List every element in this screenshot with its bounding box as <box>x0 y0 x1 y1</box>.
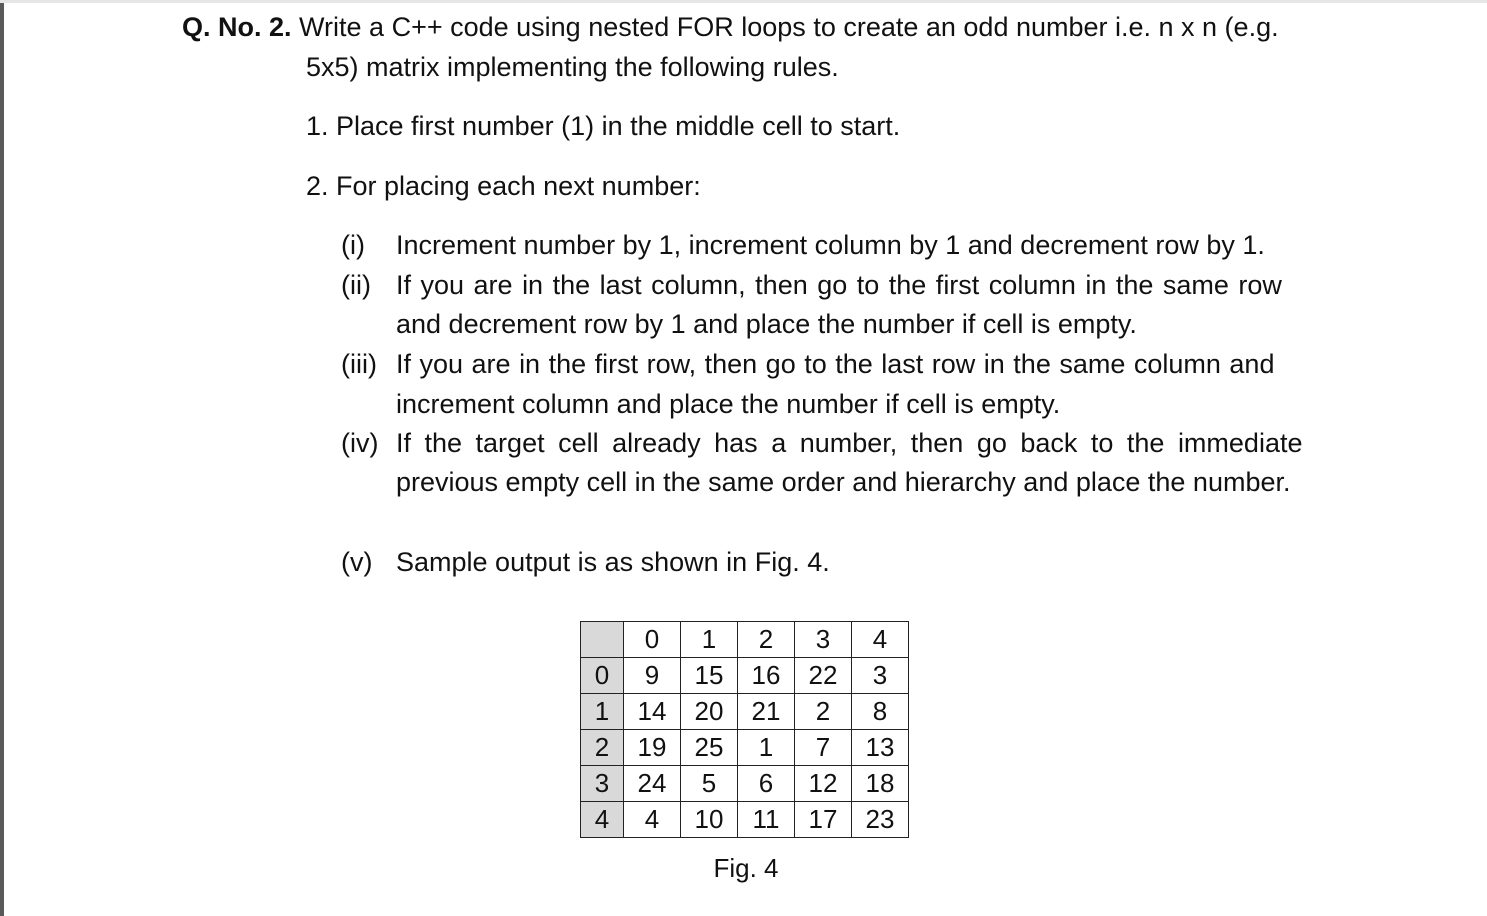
col-header: 0 <box>624 622 681 658</box>
subrule-iii-number: (iii) <box>341 349 377 379</box>
table-cell: 22 <box>795 658 852 694</box>
table-cell: 25 <box>681 730 738 766</box>
col-header: 4 <box>852 622 909 658</box>
subrule-iv-text-1: If the target cell already has a number, then go back to the immediate <box>396 428 1303 458</box>
table-row <box>581 730 909 766</box>
subrule-iii-text-1: If you are in the first row, then go to the last row in the same column and <box>396 349 1275 379</box>
corner-cell <box>581 622 624 658</box>
table-header-row <box>581 622 909 658</box>
rule-1: 1. Place first number (1) in the middle cell to start. <box>306 111 901 141</box>
col-header: 2 <box>738 622 795 658</box>
subrule-iv-number: (iv) <box>341 428 379 458</box>
table-cell: 10 <box>681 802 738 838</box>
subrule-i-number: (i) <box>341 230 365 260</box>
table-cell: 19 <box>624 730 681 766</box>
table-row <box>581 658 909 694</box>
subrule-ii-text-1: If you are in the last column, then go to the first column in the same row <box>396 270 1282 300</box>
top-border <box>0 0 1487 3</box>
table-cell: 4 <box>624 802 681 838</box>
row-header: 3 <box>581 766 624 802</box>
table-cell: 1 <box>738 730 795 766</box>
table-cell: 18 <box>852 766 909 802</box>
table-row <box>581 694 909 730</box>
question-text-1: Write a C++ code using nested FOR loops to create an odd number i.e. n x n (e.g. <box>299 12 1279 42</box>
table-cell: 12 <box>795 766 852 802</box>
col-header: 1 <box>681 622 738 658</box>
left-border <box>0 0 4 916</box>
row-header: 0 <box>581 658 624 694</box>
table-cell: 2 <box>795 694 852 730</box>
table-row <box>581 802 909 838</box>
table-cell: 11 <box>738 802 795 838</box>
question-line-2: 5x5) matrix implementing the following rules. <box>306 52 839 82</box>
row-header: 2 <box>581 730 624 766</box>
subrule-ii-number: (ii) <box>341 270 371 300</box>
table-cell: 9 <box>624 658 681 694</box>
figure-caption: Fig. 4 <box>713 853 779 883</box>
rule-2: 2. For placing each next number: <box>306 171 701 201</box>
subrule-v-text: Sample output is as shown in Fig. 4. <box>396 547 830 577</box>
sample-matrix-table <box>580 621 909 838</box>
table-cell: 7 <box>795 730 852 766</box>
col-header: 3 <box>795 622 852 658</box>
table-cell: 6 <box>738 766 795 802</box>
row-header: 1 <box>581 694 624 730</box>
table-row <box>581 766 909 802</box>
table-cell: 8 <box>852 694 909 730</box>
question-label: Q. No. 2. <box>182 12 292 42</box>
table-cell: 16 <box>738 658 795 694</box>
table-cell: 13 <box>852 730 909 766</box>
subrule-iv-text-2: previous empty cell in the same order and hierarchy and place the number. <box>396 467 1291 497</box>
table-cell: 20 <box>681 694 738 730</box>
subrule-ii-text-2: and decrement row by 1 and place the number if cell is empty. <box>396 309 1137 339</box>
table-cell: 24 <box>624 766 681 802</box>
row-header: 4 <box>581 802 624 838</box>
table-cell: 3 <box>852 658 909 694</box>
table-cell: 23 <box>852 802 909 838</box>
table-cell: 14 <box>624 694 681 730</box>
question-line-1 <box>182 11 1279 43</box>
table-cell: 17 <box>795 802 852 838</box>
subrule-i-text: Increment number by 1, increment column by 1 and decrement row by 1. <box>396 230 1265 260</box>
subrule-iii-text-2: increment column and place the number if cell is empty. <box>396 389 1061 419</box>
table-cell: 21 <box>738 694 795 730</box>
table-cell: 15 <box>681 658 738 694</box>
subrule-v-number: (v) <box>341 547 373 577</box>
table-cell: 5 <box>681 766 738 802</box>
